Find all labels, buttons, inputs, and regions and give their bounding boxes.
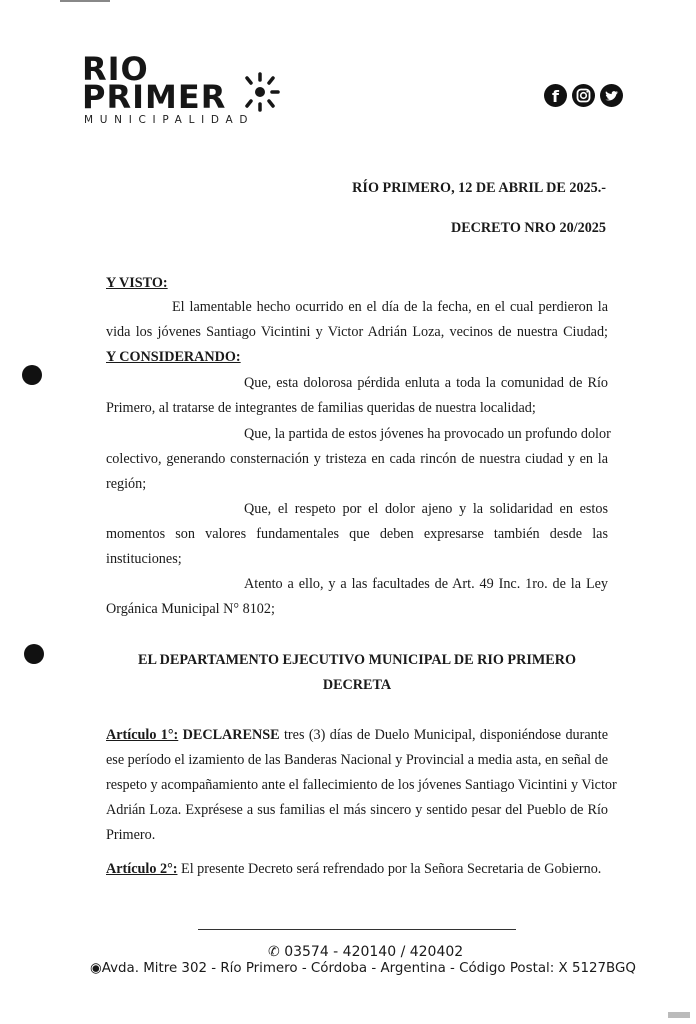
- facebook-icon[interactable]: [544, 84, 567, 107]
- article-1: [106, 723, 617, 848]
- text-line: Que, el respeto por el dolor ajeno y la solidaridad en estos: [244, 501, 608, 517]
- footer-address: [90, 961, 636, 976]
- article-2-text: El presente Decreto será refrendado por la Señora Secretaria de Gobierno.: [181, 861, 602, 877]
- department-title: EL DEPARTAMENTO EJECUTIVO MUNICIPAL DE RIO PRIMERO: [137, 652, 576, 668]
- text-line: Que, la partida de estos jóvenes ha provocado un profundo dolor: [244, 426, 611, 442]
- text-line: vida los jóvenes Santiago Vicintini y Victor Adrián Loza, vecinos de nuestra Ciudad;: [106, 324, 608, 340]
- footer-phone-text: 03574 - 420140 / 420402: [284, 944, 464, 960]
- article-1-label: Artículo 1°:: [106, 727, 179, 743]
- phone-icon: ✆: [268, 944, 280, 960]
- considerando-p3: [106, 497, 608, 572]
- twitter-icon[interactable]: [600, 84, 623, 107]
- scan-edge-mark: [60, 0, 110, 2]
- article-1-text: tres (3) días de Duelo Municipal, disponiéndose durante: [283, 727, 608, 743]
- considerando-heading: Y CONSIDERANDO:: [106, 349, 241, 365]
- location-pin-icon: ◉: [90, 961, 102, 976]
- sun-logo-icon: [236, 68, 284, 116]
- punch-hole: [22, 365, 42, 385]
- text-line: respeto y acompañamiento ante el fallecimiento de los jóvenes Santiago Vicintini y Victor: [106, 777, 617, 793]
- article-1-first-line: [106, 723, 608, 748]
- decree-number: DECRETO NRO 20/2025: [450, 220, 606, 236]
- article-2-label: Artículo 2°:: [106, 861, 178, 877]
- scanner-watermark: [668, 1012, 690, 1018]
- text-line: momentos son valores fundamentales que deben expresarse también desde las: [106, 526, 608, 542]
- text-line: Orgánica Municipal N° 8102;: [106, 601, 275, 617]
- text-line: Primero.: [106, 827, 156, 843]
- considerando-p1: [106, 371, 608, 421]
- text-line: Adrián Loza. Exprésese a sus familias el más sincero y sentido pesar del Pueblo de Río: [106, 802, 608, 818]
- text-line: Primero, al tratarse de integrantes de familias queridas de nuestra localidad;: [106, 400, 536, 416]
- punch-hole: [24, 644, 44, 664]
- considerando-p2: [106, 422, 611, 497]
- article-1-keyword: DECLARENSE: [182, 727, 280, 743]
- article-2-line: [106, 857, 608, 882]
- svg-text:f: f: [552, 87, 559, 106]
- instagram-icon[interactable]: [572, 84, 595, 107]
- text-line: ese período el izamiento de las Banderas Nacional y Provincial a media asta, en señal de: [106, 752, 608, 768]
- visto-paragraph: [106, 295, 608, 345]
- footer-phone: [268, 944, 463, 960]
- footer-divider: [198, 929, 516, 930]
- logo-text-primer: PRIMER: [82, 78, 227, 116]
- text-line: Atento a ello, y a las facultades de Art. 49 Inc. 1ro. de la Ley: [244, 576, 608, 592]
- logo-text-rio: RIO: [82, 50, 149, 88]
- considerando-p4: [106, 572, 608, 622]
- text-line: instituciones;: [106, 551, 182, 567]
- article-2: [106, 857, 608, 882]
- decreta-title: DECRETA: [322, 677, 392, 693]
- logo-subtitle: MUNICIPALIDAD: [84, 114, 255, 126]
- date-line: RÍO PRIMERO, 12 DE ABRIL DE 2025.-: [352, 180, 606, 196]
- footer-address-text: Avda. Mitre 302 - Río Primero - Córdoba - Argentina - Código Postal: X 5127BGQ: [101, 961, 636, 976]
- text-line: Que, esta dolorosa pérdida enluta a toda la comunidad de Río: [244, 375, 608, 391]
- visto-heading: Y VISTO:: [106, 275, 168, 291]
- text-line: colectivo, generando consternación y tristeza en cada rincón de nuestra ciudad y en la: [106, 451, 608, 467]
- text-line: El lamentable hecho ocurrido en el día de la fecha, en el cual perdieron la: [172, 299, 608, 315]
- text-line: región;: [106, 476, 147, 492]
